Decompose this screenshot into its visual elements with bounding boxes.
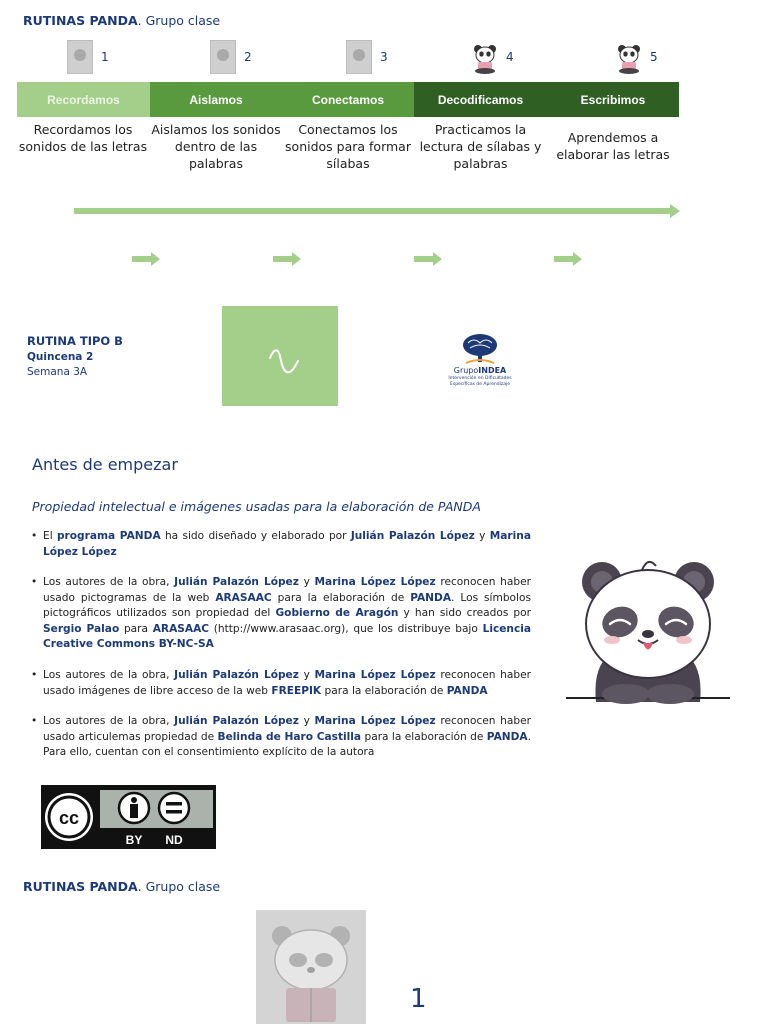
stage-aislamos bbox=[150, 82, 282, 117]
bullet-item bbox=[31, 529, 531, 560]
small-arrow-icon bbox=[132, 252, 160, 266]
bullet-segment: reconocen haber usado pictogramas de la web bbox=[43, 576, 531, 604]
brain-tree-icon bbox=[460, 333, 500, 365]
footer-brand: RUTINAS PANDA bbox=[23, 879, 138, 894]
bullet-highlight: PANDA bbox=[446, 684, 488, 697]
bullet-segment: . Para ello, cuentan con el consentimiento explícito de la autora bbox=[43, 730, 532, 758]
bullet-highlight: Julián Palazón López bbox=[174, 576, 299, 588]
bullet-highlight: FREEPIK bbox=[271, 684, 322, 697]
panda-icon bbox=[472, 40, 498, 74]
footer-header bbox=[23, 879, 220, 894]
stage-description: Aprendemos a elaborar las letras bbox=[556, 130, 670, 162]
stage-label: Conectamos bbox=[311, 92, 385, 107]
bullet-segment: Los autores de la obra, bbox=[43, 715, 175, 727]
grey-thumbnail-icon bbox=[346, 40, 372, 74]
bullet-highlight: Marina López López bbox=[314, 576, 436, 588]
panda-card-icon bbox=[256, 910, 366, 1024]
stage-description: Practicamos la lectura de sílabas y palabras bbox=[419, 122, 542, 171]
grupo-indea-logo bbox=[440, 333, 520, 399]
bullet-highlight: PANDA bbox=[486, 730, 528, 743]
logo-tagline: Intervención en Dificultades Específicas de Aprendizaje bbox=[448, 376, 512, 387]
stage-escribimos bbox=[547, 82, 679, 117]
bullet-segment: . Los símbolos pictográficos utilizados son propiedad del bbox=[43, 591, 531, 619]
bullet-segment: Los autores de la obra, bbox=[43, 669, 175, 681]
bullet-segment: reconocen haber usado imágenes de libre acceso de la web bbox=[43, 669, 531, 697]
step-1 bbox=[67, 40, 109, 74]
bullet-segment: y bbox=[474, 530, 490, 542]
small-arrow-icon bbox=[273, 252, 301, 266]
section-title: Antes de empezar bbox=[32, 455, 178, 474]
bullet-dot: • bbox=[31, 576, 38, 588]
panda-illustration-icon bbox=[566, 552, 730, 704]
stage-conectamos bbox=[282, 82, 414, 117]
bullet-segment: reconocen haber usado articulemas propiedad de bbox=[43, 715, 531, 743]
bullet-segment: para bbox=[119, 622, 153, 635]
bullet-segment: para la elaboración de bbox=[321, 684, 447, 697]
bullet-highlight: ARASAAC bbox=[152, 622, 210, 635]
bullet-text bbox=[31, 714, 531, 761]
stage-label: Decodificamos bbox=[437, 92, 524, 107]
cc-license-badge bbox=[41, 785, 216, 849]
stage-description: Recordamos los sonidos de las letras bbox=[18, 122, 148, 154]
bullet-dot: • bbox=[31, 669, 38, 681]
small-arrow-icon bbox=[554, 252, 582, 266]
bullet-text bbox=[31, 575, 531, 653]
stage-label: Aislamos bbox=[189, 92, 243, 107]
squiggle-icon bbox=[222, 306, 338, 406]
step-number: 3 bbox=[380, 50, 388, 64]
routine-tile bbox=[222, 306, 338, 406]
header-brand: RUTINAS PANDA bbox=[23, 13, 138, 28]
grey-thumbnail-icon bbox=[67, 40, 93, 74]
bullet-highlight: Julián Palazón López bbox=[174, 669, 299, 681]
grey-thumbnail-icon bbox=[210, 40, 236, 74]
bullet-segment: y bbox=[298, 576, 315, 588]
by-text: BY bbox=[125, 833, 143, 847]
stage-label: Recordamos bbox=[47, 92, 120, 107]
bullet-segment: para la elaboración de bbox=[271, 591, 411, 604]
panda-icon bbox=[616, 40, 642, 74]
step-5 bbox=[616, 40, 658, 74]
bullet-highlight: programa PANDA bbox=[56, 530, 161, 542]
step-3 bbox=[346, 40, 388, 74]
stage-decodificamos bbox=[414, 82, 547, 117]
bullet-highlight: Gobierno de Aragón bbox=[275, 607, 399, 619]
bullet-highlight: ARASAAC bbox=[215, 591, 272, 604]
bullet-highlight: PANDA bbox=[410, 591, 452, 604]
bullet-item bbox=[31, 714, 531, 761]
step-number: 5 bbox=[650, 50, 658, 64]
bullet-highlight: Marina López López bbox=[314, 715, 436, 727]
step-number: 1 bbox=[101, 50, 109, 64]
routine-fortnight: Quincena 2 bbox=[27, 351, 94, 363]
bullet-dot: • bbox=[31, 715, 38, 727]
logo-suffix: INDEA bbox=[478, 366, 507, 375]
stage-description: Conectamos los sonidos para formar sílabas bbox=[285, 122, 411, 171]
bullet-segment: (http://www.arasaac.org), que los distribuye bajo bbox=[209, 622, 483, 635]
bullet-highlight: Licencia Creative Commons BY-NC-SA bbox=[43, 622, 532, 650]
footer-subtitle: . Grupo clase bbox=[137, 879, 221, 894]
bullet-segment: y bbox=[298, 715, 315, 727]
cc-text: cc bbox=[58, 808, 80, 828]
routine-type: RUTINA TIPO B bbox=[27, 334, 123, 348]
bullet-highlight: Belinda de Haro Castilla bbox=[217, 730, 362, 743]
stage-recordamos bbox=[17, 82, 150, 117]
bullet-highlight: Marina López López bbox=[314, 669, 436, 681]
bullet-highlight: Marina López López bbox=[43, 530, 531, 558]
logo-prefix: Grupo bbox=[453, 366, 479, 375]
progression-arrow-icon bbox=[74, 203, 682, 219]
routine-week: Semana 3A bbox=[27, 366, 88, 378]
bullet-segment: Los autores de la obra, bbox=[43, 576, 175, 588]
stage-label: Escribimos bbox=[580, 92, 646, 107]
page-header bbox=[23, 13, 220, 28]
bullet-segment: El bbox=[43, 530, 57, 542]
header-subtitle: . Grupo clase bbox=[137, 13, 221, 28]
small-arrow-icon bbox=[414, 252, 442, 266]
section-subtitle: Propiedad intelectual e imágenes usadas para la elaboración de PANDA bbox=[32, 499, 481, 514]
bullet-dot: • bbox=[31, 530, 38, 542]
bullet-segment: y bbox=[298, 669, 315, 681]
bullet-item bbox=[31, 575, 531, 653]
nd-text: ND bbox=[165, 833, 183, 847]
step-number: 4 bbox=[506, 50, 514, 64]
bullet-item bbox=[31, 668, 531, 699]
logo-name bbox=[440, 366, 520, 375]
bullet-segment: ha sido diseñado y elaborado por bbox=[160, 530, 351, 542]
bullet-highlight: Julián Palazón López bbox=[350, 530, 475, 542]
page-number: 1 bbox=[410, 984, 427, 1014]
step-number: 2 bbox=[244, 50, 252, 64]
bullet-text bbox=[31, 668, 531, 699]
step-2 bbox=[210, 40, 252, 74]
bullet-highlight: Sergio Palao bbox=[43, 622, 120, 635]
cc-by-nd-icon bbox=[42, 786, 215, 848]
bullet-highlight: Julián Palazón López bbox=[174, 715, 299, 727]
stage-description: Aislamos los sonidos dentro de las palabras bbox=[151, 122, 281, 171]
bullet-text bbox=[31, 529, 531, 560]
bullet-segment: y han sido creados por bbox=[398, 607, 531, 619]
step-4 bbox=[472, 40, 514, 74]
bullet-segment: para la elaboración de bbox=[361, 730, 487, 743]
